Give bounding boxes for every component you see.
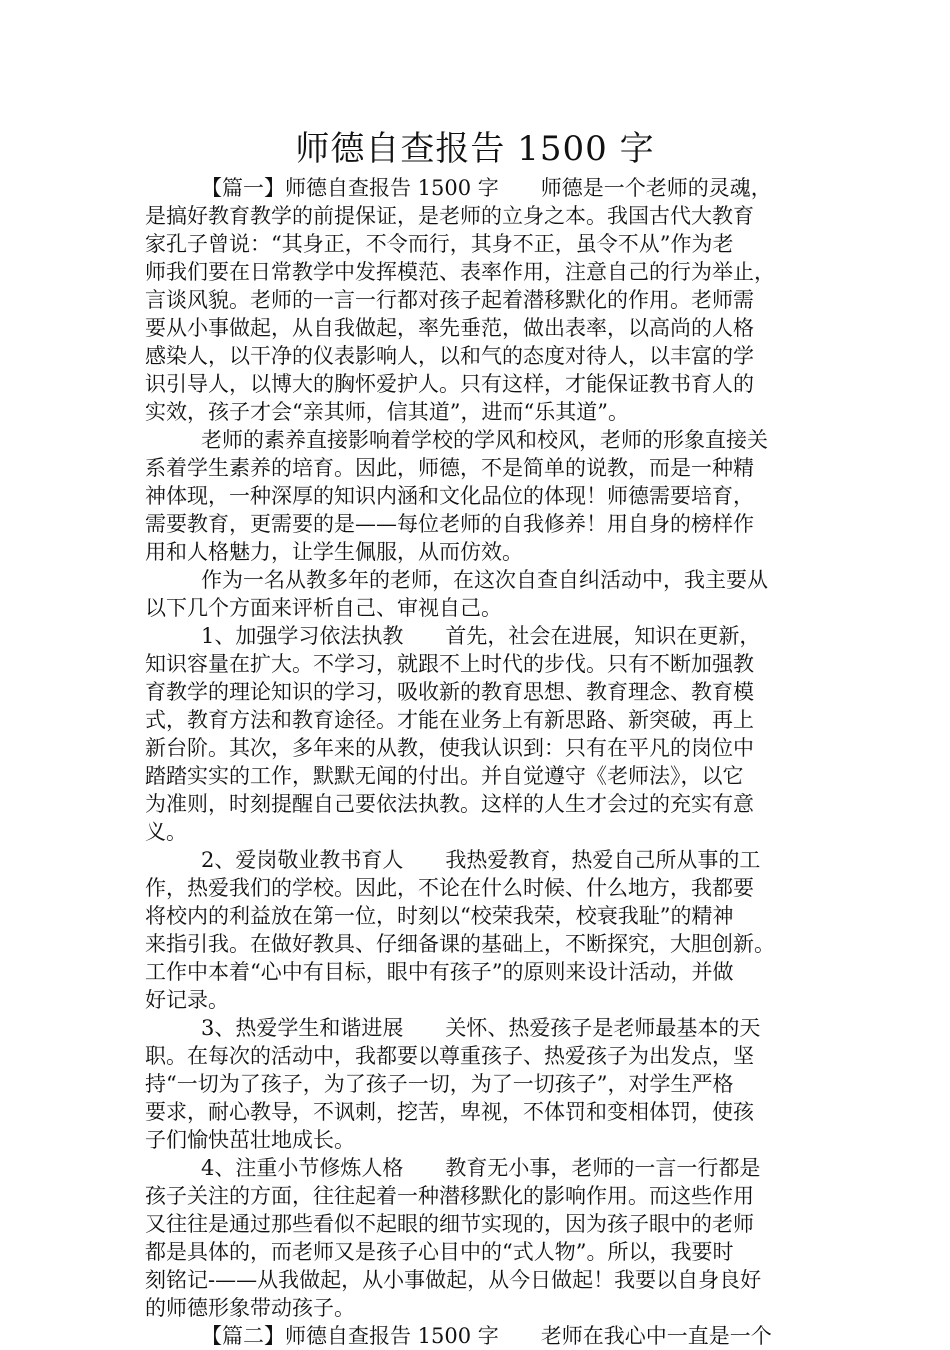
text-line: 育教学的理论知识的学习，吸收新的教育思想、教育理念、教育模	[145, 680, 754, 704]
text-line: 【篇二】师德自查报告 1500 字 老师在我心中一直是一个	[201, 1324, 772, 1348]
text-line: 需要教育，更需要的是——每位老师的自我修养！用自身的榜样作	[145, 512, 754, 536]
text-line: 师我们要在日常教学中发挥模范、表率作用，注意自己的行为举止，	[145, 260, 775, 284]
text-line: 要求，耐心教导，不讽刺，挖苦，卑视，不体罚和变相体罚，使孩	[145, 1100, 754, 1124]
text-line: 好记录。	[145, 988, 229, 1012]
text-line: 将校内的利益放在第一位，时刻以“校荣我荣，校衰我耻”的精神	[145, 904, 734, 928]
text-line: 的师德形象带动孩子。	[145, 1296, 355, 1320]
text-line: 为准则，时刻提醒自己要依法执教。这样的人生才会过的充实有意	[145, 792, 754, 816]
text-line: 4、注重小节修炼人格 教育无小事，老师的一言一行都是	[201, 1156, 761, 1180]
text-line: 踏踏实实的工作，默默无闻的付出。并自觉遵守《老师法》，以它	[145, 764, 744, 788]
text-line: 作为一名从教多年的老师，在这次自查自纠活动中，我主要从	[201, 568, 768, 592]
text-line: 以下几个方面来评析自己、审视自己。	[145, 596, 502, 620]
text-line: 2、爱岗敬业教书育人 我热爱教育，热爱自己所从事的工	[201, 848, 761, 872]
document-title: 师德自查报告 1500 字	[295, 129, 655, 169]
text-line: 知识容量在扩大。不学习，就跟不上时代的步伐。只有不断加强教	[145, 652, 754, 676]
text-line: 言谈风貌。老师的一言一行都对孩子起着潜移默化的作用。老师需	[145, 288, 754, 312]
text-line: 职。在每次的活动中，我都要以尊重孩子、热爱孩子为出发点，坚	[145, 1044, 754, 1068]
text-line: 持“一切为了孩子，为了孩子一切，为了一切孩子”，对学生严格	[145, 1072, 734, 1096]
text-line: 系着学生素养的培育。因此，师德，不是简单的说教，而是一种精	[145, 456, 754, 480]
text-line: 神体现，一种深厚的知识内涵和文化品位的体现！师德需要培育，	[145, 484, 754, 508]
text-line: 又往往是通过那些看似不起眼的细节实现的，因为孩子眼中的老师	[145, 1212, 754, 1236]
text-line: 刻铭记-——从我做起，从小事做起，从今日做起！我要以自身良好	[145, 1268, 762, 1292]
text-line: 实效，孩子才会“亲其师，信其道”，进而“乐其道”。	[145, 400, 629, 424]
text-line: 来指引我。在做好教具、仔细备课的基础上，不断探究，大胆创新。	[145, 932, 775, 956]
text-line: 1、加强学习依法执教 首先，社会在进展，知识在更新，	[201, 624, 761, 648]
text-line: 3、热爱学生和谐进展 关怀、热爱孩子是老师最基本的天	[201, 1016, 761, 1040]
text-line: 孩子关注的方面，往往起着一种潜移默化的影响作用。而这些作用	[145, 1184, 754, 1208]
text-line: 新台阶。其次，多年来的从教，使我认识到：只有在平凡的岗位中	[145, 736, 754, 760]
document-body	[145, 174, 815, 1350]
text-line: 子们愉快茁壮地成长。	[145, 1128, 355, 1152]
text-line: 感染人，以干净的仪表影响人，以和气的态度对待人，以丰富的学	[145, 344, 754, 368]
text-line: 用和人格魅力，让学生佩服，从而仿效。	[145, 540, 523, 564]
text-line: 工作中本着“心中有目标，眼中有孩子”的原则来设计活动，并做	[145, 960, 734, 984]
text-line: 是搞好教育教学的前提保证，是老师的立身之本。我国古代大教育	[145, 204, 754, 228]
text-line: 义。	[145, 820, 187, 844]
text-line: 要从小事做起，从自我做起，率先垂范，做出表率，以高尚的人格	[145, 316, 754, 340]
text-line: 【篇一】师德自查报告 1500 字 师德是一个老师的灵魂，	[201, 176, 772, 200]
text-line: 识引导人，以博大的胸怀爱护人。只有这样，才能保证教书育人的	[145, 372, 754, 396]
text-line: 家孔子曾说：“其身正，不令而行，其身不正，虽令不从”作为老	[145, 232, 734, 256]
text-line: 作，热爱我们的学校。因此，不论在什么时候、什么地方，我都要	[145, 876, 754, 900]
text-line: 都是具体的，而老师又是孩子心目中的“式人物”。所以，我要时	[145, 1240, 734, 1264]
text-line: 式，教育方法和教育途径。才能在业务上有新思路、新突破，再上	[145, 708, 754, 732]
text-line: 老师的素养直接影响着学校的学风和校风，老师的形象直接关	[201, 428, 768, 452]
